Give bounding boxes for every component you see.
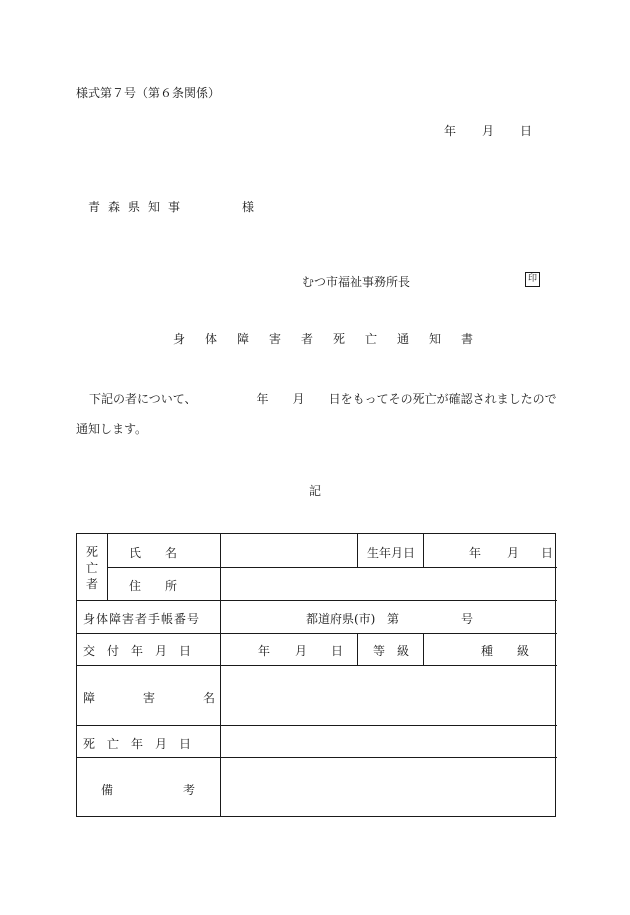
body-intro: 下記の者について、 [89,392,197,406]
date-month: 月 [482,124,495,138]
sender: むつ市福祉事務所長 [302,275,411,289]
birth-month: 月 [507,546,520,560]
body-line-2: 通知します。 [76,422,148,436]
name-label: 氏 名 [129,546,178,560]
row-line [77,665,557,666]
seal-mark: 印 [525,272,540,287]
issue-day: 日 [331,644,344,658]
handbook-prefecture: 都道府県(市) [306,612,376,626]
disability-label-1: 障 [83,691,96,705]
col-line [107,534,108,600]
address-label: 住 所 [129,579,178,593]
handbook-number-prefix: 第 [387,612,400,626]
body-day-rest: 日をもってその死亡が確認されましたので [328,392,557,406]
col-line [423,633,424,665]
grade-label: 等 級 [373,644,410,658]
birthdate-label: 生年月日 [367,546,416,560]
row-line [77,633,557,634]
issue-month: 月 [295,644,308,658]
form-number: 様式第７号（第６条関係） [76,86,221,100]
handbook-label: 身体障害者手帳番号 [83,612,201,626]
issue-date-label: 交 付 年 月 日 [83,644,192,658]
addressee: 青森県知事 [88,200,189,214]
row-line [77,725,557,726]
row-line [77,600,557,601]
death-date-label: 死 亡 年 月 日 [83,737,192,751]
birth-year: 年 [469,546,482,560]
document-title: 身体障害者死亡通知書 [173,332,494,346]
remarks-label-1: 備 [101,783,114,797]
date-day: 日 [520,124,533,138]
date-line [444,122,532,139]
disability-label-3: 名 [203,691,216,705]
handbook-number-suffix: 号 [461,612,474,626]
birth-day: 日 [541,546,554,560]
col-line [357,534,358,567]
deceased-label: 死亡者 [86,545,99,591]
row-line [107,567,557,568]
col-line [423,534,424,567]
addressee-suffix: 様 [242,200,255,214]
issue-year: 年 [258,644,271,658]
date-year: 年 [444,124,457,138]
type-label: 種 級 [481,644,530,658]
row-line [77,757,557,758]
col-line [357,633,358,665]
body-line-1 [89,390,557,407]
col-line [220,534,221,817]
disability-label-2: 害 [143,691,156,705]
body-year: 年 [256,392,269,406]
body-month: 月 [292,392,305,406]
ki-heading: 記 [309,484,322,498]
remarks-label-2: 考 [183,783,196,797]
notification-table [76,533,556,817]
